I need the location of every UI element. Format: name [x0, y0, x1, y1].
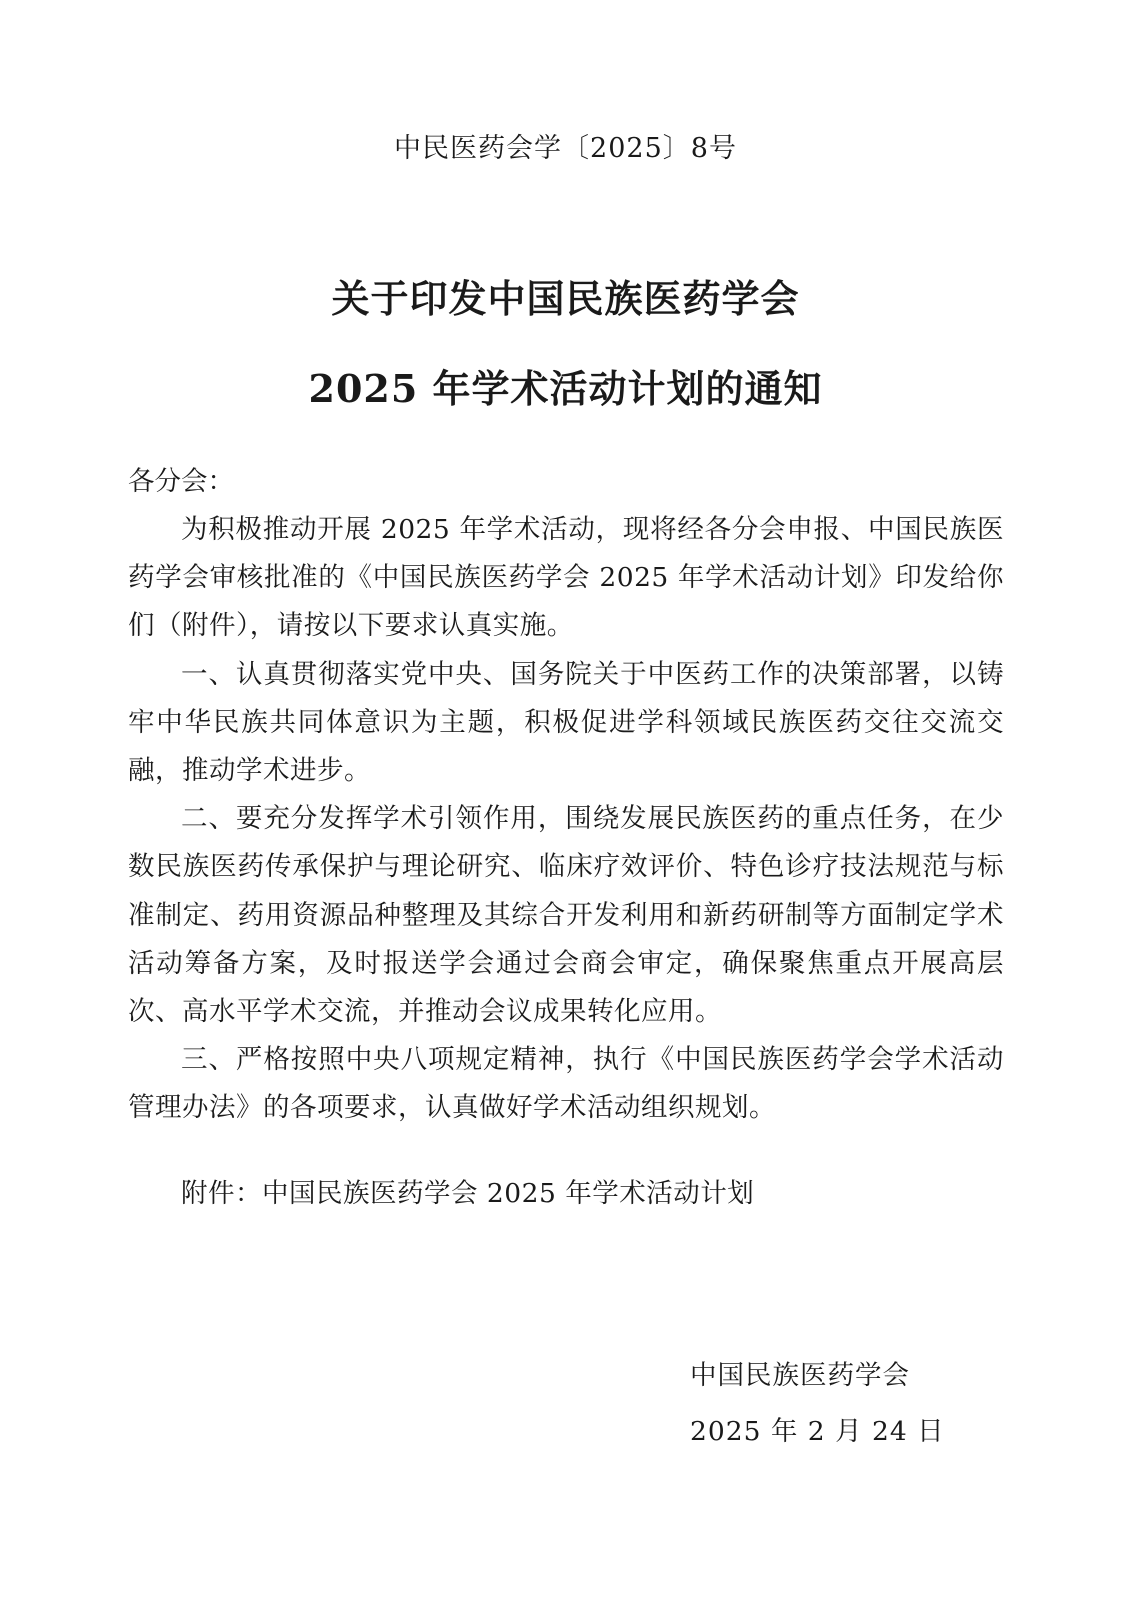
- document-body: [128, 506, 1004, 1133]
- signature-date: 2025 年 2 月 24 日: [690, 1416, 945, 1447]
- document-number: 中民医药会学〔2025〕8号: [394, 133, 737, 164]
- paragraph-item-1: 一、认真贯彻落实党中央、国务院关于中医药工作的决策部署，以铸牢中华民族共同体意识为主题，积极促进学科领域民族医药交往交流交融，推动学术进步。: [128, 658, 1004, 787]
- document-title-line-1: 关于印发中国民族医药学会: [331, 276, 800, 321]
- document-title-line-2: 2025 年学术活动计划的通知: [308, 366, 823, 411]
- signature-block: [690, 1348, 945, 1460]
- salutation: 各分会：: [128, 466, 234, 497]
- paragraph-item-3: 三、严格按照中央八项规定精神，执行《中国民族医药学会学术活动管理办法》的各项要求，认真做好学术活动组织规划。: [128, 1044, 1004, 1124]
- paragraph-item-2: 二、要充分发挥学术引领作用，围绕发展民族医药的重点任务，在少数民族医药传承保护与理论研究、临床疗效评价、特色诊疗技法规范与标准制定、药用资源品种整理及其综合开发利用和新药研制等方面制定学术活动筹备方案，及时报送学会通过会商会审定，确保聚焦重点开展高层次、高水平学术交流，并推动会议成果转化应用。: [128, 803, 1004, 1028]
- paragraph-intro: 为积极推动开展 2025 年学术活动，现将经各分会申报、中国民族医药学会审核批准的《中国民族医药学会 2025 年学术活动计划》印发给你们（附件），请按以下要求认真实施。: [128, 514, 1004, 642]
- attachment-line: 附件：中国民族医药学会 2025 年学术活动计划: [181, 1178, 755, 1209]
- signature-organization: 中国民族医药学会: [690, 1360, 910, 1391]
